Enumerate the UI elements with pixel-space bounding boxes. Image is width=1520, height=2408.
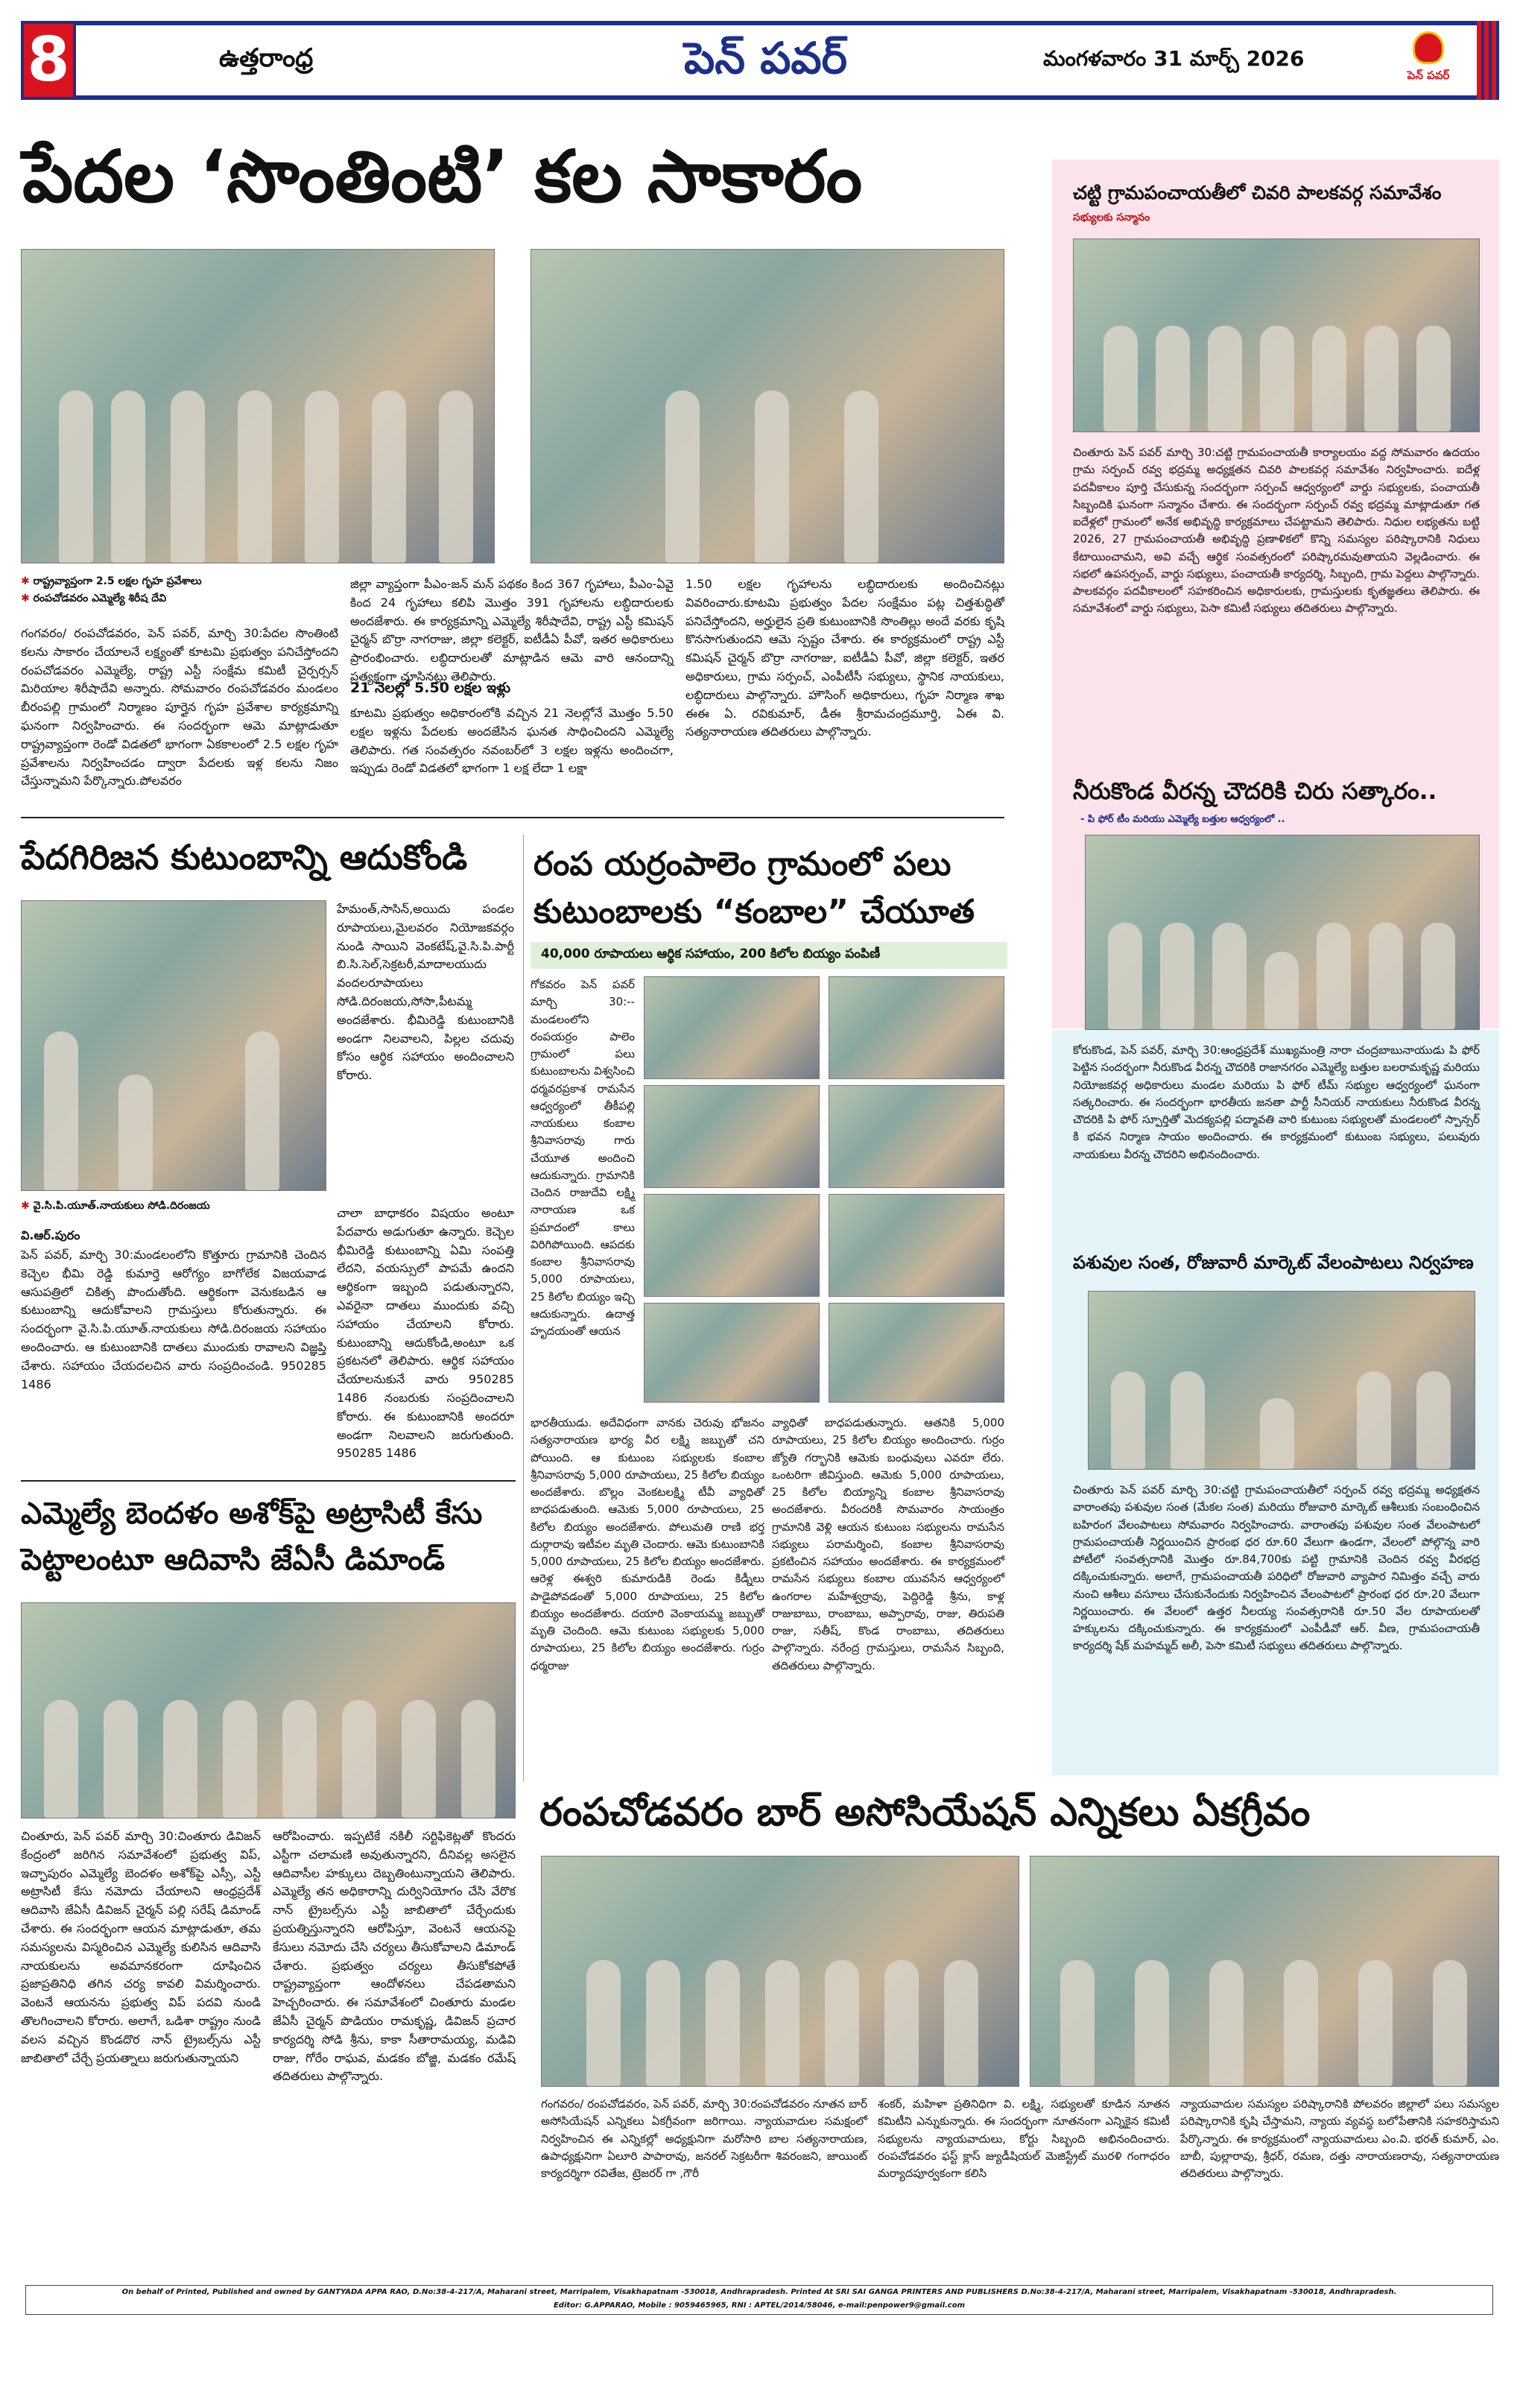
tribal-dateline: వి.ఆర్.పురం [21, 1228, 80, 1242]
lead-photo-1 [21, 249, 495, 563]
blankets-photo-3 [644, 1085, 820, 1188]
lead-col-3: 1.50 లక్షల గృహాలను లబ్ధిదారులకు అందించినట్లు వివరించారు.కూటమి ప్రభుత్వం పేదల సంక్షేమం పట్ల చిత్తశుద్ధితో పనిచేస్తోందని, అర్హులైన ప్రతి కుటుంబానికి సొంతిల్లు అందే వరకు కృషి కొనసాగుతుందని ఆమె స్పష్టం చేశారు. ఈ కార్యక్రమంలో రాష్ట్ర ఎస్టీ కమిషన్ చైర్మన్ బొర్రా నాగరాజు, ఐటీడీఏ పీవో, జిల్లా కలెక్టర్, ఇతర అధికారులు, గ్రామ సర్పంచ్, ఎంపీటీసీ సభ్యులు, స్థానిక నాయకులు, లబ్ధిదారులు పాల్గొన్నారు. హౌసింగ్ అధికారులు, గృహ నిర్మాణ శాఖ ఈఈ ఏ. రవికుమార్, డీఈ శ్రీరామచంద్రమూర్తి, ఏఈ వి. సత్యనారాయణ తదితరులు పాల్గొన్నారు. [685, 577, 1004, 739]
bar-headline: రంపచోడవరం బార్ అసోసియేషన్ ఎన్నికలు ఏకగ్రీవం [539, 1790, 1311, 1835]
blankets-headline-line-1: రంప యర్రంపాలెం గ్రామంలో పలు [533, 845, 951, 883]
masthead [21, 21, 1499, 101]
felicitation-subheading: - పి ఫోర్ టీం మరియు ఎమ్మెల్యే బత్తుల ఆధ్వర్యంలో .. [1080, 814, 1285, 825]
lead-col-2: జిల్లా వ్యాప్తంగా పీఎం-జన్ మన్ పథకం కింద 367 గృహాలు, పీఎం-ఏవై కింద 24 గృహాలు కలిపి మొత్తం 391 గృహాలను లబ్ధిదారులకు అందజేశారు. ఈ కార్యక్రమాన్ని ఎమ్మెల్యే శిరీషాదేవి, రాష్ట్ర ఎస్టీ కమిషన్ చైర్మన్ బొర్రా నాగరాజు, జిల్లా కలెక్టర్, ఐటీడీఏ పీవో, ఇతర అధికారులు ప్రారంభించారు. లబ్ధిదారులతో మాట్లాడిన ఆమె వారి ఆనందాన్ని ప్రత్యక్షంగా చూసినట్లు తెలిపారు. [350, 577, 674, 683]
page-number: 8 [27, 25, 70, 95]
felicitation-body: కోరుకొండ, పెన్ పవర్, మార్చి 30:ఆంధ్రప్రదేశ్ ముఖ్యమంత్రి నారా చంద్రబాబునాయుడు పి ఫోర్ పెట్టిన సందర్భంగా నీరుకొండ వీరన్న చౌదరికి రాజానగరం ఎమ్మెల్యే బత్తుల బలరామకృష్ణ మరియు నియోజకవర్గ అధికారులు మండల మరియు పి ఫోర్ టీమ్ సభ్యుల ఆధ్వర్యంలో ఘనంగా సత్కరించారు. ఈ సందర్భంగా భారతీయ జనతా పార్టీ సీనియర్ నాయకులు నీరుకొండ వీరన్న చౌదరికి పి ఫోర్ స్పూర్తితో మెదక్యపల్లి పద్మావతి వారి కుటుంబ సభ్యులతో మండలంలో స్పాన్సర్ కి భవన నిర్మాణ సాయం అందించారు. ఈ కార్యక్రమంలో కుటుంబ సభ్యులు, పలువురు నాయకులు వీరన్న చౌదరిని అభినందించారు. [1073, 1043, 1480, 1161]
logo-emblem-icon [1413, 31, 1444, 64]
blankets-photo-6 [829, 1194, 1004, 1297]
stripe-right [1477, 21, 1499, 100]
paper-logo [1405, 31, 1451, 92]
blankets-subheading-text: 40,000 రూపాయలు ఆర్థిక సహాయం, 200 కిలోల బియ్యం పంపిణీ [541, 947, 881, 961]
felicitation-headline: నీరుకొండ వీరన్న చౌదరికి చిరు సత్కారం.. [1073, 778, 1437, 805]
blankets-photo-8 [829, 1303, 1004, 1403]
blankets-col-2: వ్యాధితో బాధపడుతున్నారు. ఆతనికి 5,000 రూపాయలు, 25 కిలోల బియ్యం అందించారు. గుర్రం జ్యోతి గర్భానికి ఆమెకు బంధువులు ఎవరూ లేరు. ఒంటరిగా జీవిస్తుంది. ఆమెకు 5,000 రూపాయలు, 25 కిలోల బియ్యాన్ని కంబాల శ్రీనివాసరావు అందజేశారు. వీరందరికీ సొమవారం సాయంత్రం గ్రామానికి వెళ్లి ఆయన కుటుంబ సభ్యులను రామసేన సభ్యులు పరామర్శించి, కంబాల శ్రీనివాసరావు ప్రకటించిన సహాయం అందజేశారు. ఈ కార్యక్రమంలో రామసేన సభ్యులు కంబాల యువసేన ఆధ్వర్యంలో ఉంగరాల మహేశ్వర్రావు, పెద్దిరెడ్డి శ్రీను, కాళ్ల రాజుబాబు, రాంబాబు, అప్పారావు, రాజు, తిరుపతి రాజు, సతీష్, కొండ రాంబాబు, తదితరులు పాల్గొన్నారు. నరేంద్ర గ్రామస్తులు, రామసేన సిబ్బంది, తదితరులు పాల్గొన్నారు. [772, 1416, 1004, 1672]
imprint-line-2: Editor: G.APPARAO, Mobile : 9059465965, RNI : APTEL/2014/58046, e-mail:penpower9@gmail.com [553, 2301, 966, 2310]
tribal-col-1: పెన్ పవర్, మార్చి 30:మండలంలోని కొత్తూరు గ్రామానికి చెందిన కెచ్చెల భీమి రెడ్డి కుమార్తె ఆరోగ్యం బాగోలేక విజయవాడ ఆసుపత్రిలో చికిత్స పొందుతోంది. ఆర్థికంగా వెనుకబడిన ఆ కుటుంబాన్ని ఆదుకోవాలని గ్రామస్తులు కోరుతున్నారు. ఈ సందర్భంగా వై.సి.పి.యూత్.నాయకులు సోడి.దిరంజయ సహాయం అందించారు. ఆ కుటుంబానికి దాతలు ముందుకు రావాలని విజ్ఞప్తి చేశారు. సహాయం చేయదలచిన వారు సంప్రదించండి. 950285 1486 [21, 1248, 326, 1391]
atrocity-headline: ఎమ్మెల్యే బెందళం అశోక్‌పై అట్రాసిటీ కేసు పెట్టాలంటూ ఆదివాసి జేఏసీ డిమాండ్ [21, 1497, 483, 1577]
tribal-caption [21, 1200, 326, 1214]
paper-name: పెన్ పవర్ [684, 33, 848, 83]
divider [21, 1480, 516, 1482]
divider [21, 817, 1004, 818]
lead-subhead: 21 నెలల్లో 5.50 లక్షల ఇళ్లు [350, 680, 511, 696]
atrocity-col-2: ఆరోపించారు. ఇప్పటికే నకిలీ సర్టిఫికెట్లతో కొందరు ఎస్టీగా చలామణి అవుతున్నారని, దీనివల్ల అసలైన ఆదివాసీల హక్కులు దెబ్బతింటున్నాయని తెలిపారు. ఎమ్మెల్యే తన అధికారాన్ని దుర్వినియోగం చేసి వేరొక నాన్ ట్రైబల్స్‌ను ఎస్టీ జాబితాలో చేర్చేందుకు ప్రయత్నిస్తున్నారని ఆరోపిస్తూ, వెంటనే ఆయనపై కేసులు నమోదు చేసి చర్యలు తీసుకోవాలని డిమాండ్ చేశారు. ప్రభుత్వం చర్యలు తీసుకోకపోతే రాష్ట్రవ్యాప్తంగా ఆందోళనలు చేపడతామని హెచ్చరించారు. ఈ సమావేశంలో చింతూరు మండల జేఏసీ చైర్మన్ పొడియం రామకృష్ణ, డివిజన్ ప్రచార కార్యదర్శి సోడి శ్రీను, కాకా సీతారామయ్య, మడివి రాజు, గోరేం రాఘవ, మడకం బోజ్జి, మడకం రమేష్ తదితరులు పాల్గొన్నారు. [273, 1829, 516, 2084]
lead-caption-text-2: రంపచోడవరం ఎమ్మెల్యే శిరీష దేవి [33, 592, 167, 604]
market-headline: పశువుల సంత, రోజువారీ మార్కెట్ వేలంపాటలు నిర్వహణ [1073, 1252, 1474, 1273]
blankets-subheading [531, 942, 1007, 969]
bar-col-3: న్యాయవాదుల సమస్యల పరిష్కారానికి పోలవరం జిల్లాలో పలు సమస్యల పరిష్కారానికి కృషి చేస్తామని, న్యాయ వ్యవస్థ బలోపేతానికి సహకరిస్తామని పేర్కొన్నారు. ఈ కార్యక్రమంలో న్యాయవాదులు ఎం.వి. భరత్ కుమార్, ఎం. బాబీ, పుల్లారావు, శ్రీధర్, రమణ, దత్తు నారాయణరావు, సత్యనారాయణ తదితరులు పాల్గొన్నారు. [1180, 2097, 1499, 2180]
lead-col-2b: కూటమి ప్రభుత్వం అధికారంలోకి వచ్చిన 21 నెలల్లోనే మొత్తం 5.50 లక్షల ఇళ్లను పేదలకు అందజేసిన ఘనత సాధించిందని ఎమ్మెల్యే తెలిపారు. గత సంవత్సరం నవంబర్‌లో 3 లక్షల ఇళ్లను అందించగా, ఇప్పుడు రెండో విడతలో భాగంగా 1 లక్ష లేదా 1 లక్షా [350, 706, 674, 776]
panchayat-photo [1073, 238, 1480, 432]
blankets-photo-5 [644, 1194, 820, 1297]
lead-col-1: గంగవరం/ రంపచోడవరం, పెన్ పవర్, మార్చి 30:పేదల సొంతింటి కలను సాకారం చేయాలనే లక్ష్యంతో కూటమి ప్రభుత్వం పనిచేస్తోందని రంపచోడవరం ఎమ్మెల్యే, రాష్ట్ర ఎస్టీ సంక్షేమ కమిటీ చైర్పర్సన్ మిరియాల శిరీషాదేవి అన్నారు. సోమవారం రంపచోడవరం మండలం బీరంపల్లి గ్రామంలో నిర్మాణం పూర్తైన గృహ ప్రవేశాల కార్యక్రమాన్ని ఘనంగా నిర్వహించారు. ఈ సందర్భంగా ఆమె మాట్లాడుతూ రాష్ట్రవ్యాప్తంగా రెండో విడతలో భాగంగా ఏకకాలంలో 2.5 లక్షల గృహ ప్రవేశాలను నిర్వహించడం ద్వారా పేదలకు ఇళ్ల కలను నిజం చేస్తున్నామని పేర్కొన్నారు.పోలవరం [21, 626, 338, 789]
bullet-icon: ✱ [21, 575, 34, 587]
lead-photo-2 [531, 249, 1004, 563]
page-number-badge [21, 21, 76, 100]
blankets-headline-line-2: కుటుంబాలకు “కంబాల” చేయూత [533, 893, 975, 931]
lead-caption-text-1: రాష్ట్రవ్యాప్తంగా 2.5 లక్షల గృహ ప్రవేశాలు [33, 575, 202, 587]
blankets-photo-2 [829, 976, 1004, 1079]
bar-photo-1 [541, 1856, 1019, 2087]
column-rule [523, 835, 524, 1781]
lead-caption-box [21, 575, 334, 613]
blankets-col-1: భారతీయుడు. అదేవిధంగా వానకు చెరువు భోజనం సత్యనారాయణ భార్య వీర లక్ష్మి జబ్బుతో చని పోయింది. ఆ కుటుంబ సభ్యులకు కంబాల శ్రీనివాసరావు 5,000 రూపాయలు, 25 కిలోల బియ్యం అందజేశారు. బొల్లం వెంకటలక్ష్మి టీవీ వ్యాధితో బాధపడుతుంది. ఆమెకు 5,000 రూపాయలు, 25 కిలోల బియ్యం అందజేశారు. పోలుమతి రాణి భర్త దుర్గారావు ఇటీవల మృతి చెందారు. ఆమె కుటుంబానికి 5,000 రూపాయలు, 25 కిలోల బియ్యం అందజేశారు. ఆరెళ్ల ఈశ్వరి కుమారుడికి రెండు కిడ్నీలు పాడైపోవడంతో 5,000 రూపాయలు, 25 కిలోల బియ్యం అందజేశారు. దయారి వెంకాయమ్మ జబ్బుతో మృతి చెందింది. ఆమె కుటుంబ సభ్యులకు 5,000 రూపాయలు, 25 కిలోల బియ్యం అందజేశారు. గుర్రం ధర్మరాజు [531, 1416, 764, 1672]
blankets-photo-grid [644, 976, 1004, 1403]
imprint-footer [25, 2285, 1493, 2315]
lead-col-2-wrap [350, 575, 674, 806]
lead-caption-line-1 [21, 575, 334, 590]
atrocity-col-1: చింతూరు, పెన్ పవర్ మార్చి 30:చింతూరు డివిజన్ కేంద్రంలో జరిగిన సమావేశంలో ప్రభుత్వ విప్, ఇచ్ఛాపురం ఎమ్మెల్యే బెందళం అశోక్‌పై ఎస్సీ, ఎస్టీ అట్రాసిటీ కేసు నమోదు చేయాలని ఆంధ్రప్రదేశ్ ఆదివాసి జేఏసీ డివిజన్ చైర్మన్ పల్లి సరేష్ డిమాండ్ చేశారు. ఈ సందర్భంగా ఆయన మాట్లాడుతూ, తమ సమస్యలను విస్మరించిన ఎమ్మెల్యే కులిసిన ఆదివాసి నాయకులను అవమానకరంగా దూషించిన ప్రజాప్రతినిధి తగిన చర్య కావలి విమర్శించారు. వెంటనే ఆయనను ప్రభుత్వ విప్ పదవి నుండి తొలగించాలని కోరారు. అలాగే, ఒడిశా రాష్ట్రం నుండి వలస వచ్చిన కొండదొర నాన్ ట్రైబల్స్‌ను ఎస్టీ జాబితాలో చేర్చే ప్రయత్నాలు జరుగుతున్నాయని [21, 1829, 261, 2065]
panchayat-headline: చట్టి గ్రామపంచాయతీలో చివరి పాలకవర్గ సమావేశం [1073, 182, 1442, 203]
logo-text: పెన్ పవర్ [1407, 69, 1450, 82]
lead-caption-line-2 [21, 592, 334, 607]
atrocity-photo [21, 1602, 516, 1818]
section-name: ఉత్తరాంధ్ర [219, 43, 314, 73]
bullet-icon: ✱ [21, 1200, 34, 1212]
bar-photo-2 [1030, 1856, 1499, 2087]
bar-col-2: శంకర్, మహిళా ప్రతినిధిగా వి. లక్ష్మి, సభ్యులతో కూడిన నూతన కమిటీని ఎన్నుకున్నారు. ఈ సందర్భంగా నూతనంగా ఎన్నికైన కమిటీ సభ్యులను న్యాయవాదులు, కోర్టు సిబ్బంది అభినందించారు. రంపచోడవరం ఫస్ట్ క్లాస్ జ్యుడీషియల్ మెజిస్ట్రేట్ మురళి గంగాధరం మర్యాదపూర్వకంగా కలిసి [878, 2097, 1170, 2180]
masthead-top-border [21, 21, 1499, 25]
blankets-photo-4 [829, 1085, 1004, 1188]
market-body: చింతూరు పెన్ పవర్ మార్చి 30:చట్టి గ్రామపంచాయతీలో సర్పంచ్ రవ్వ భద్రమ్మ అధ్యక్షతన వారాంతపు పశువుల సంత (మేకల సంత) మరియు రోజువారి మార్కెట్ ఆశీలుకు సంబంధించిన బహిరంగ వేలంపాటలు సోమవారం నిర్వహించారు. వారాంతపు పశువుల సంత వేలంపాటలో గ్రామపంచాయతీ నిర్ణయించిన ప్రారంభ ధర రూ.60 వేలుగా ఉండగా, వేలంలో పోల్గొన్న వారి పోటీలో సంవత్సరానికి మొత్తం రూ.84,700కు పట్టి గ్రామానికి చెందిన రవ్వ వీరభద్ర దక్కించుకున్నారు. అలాగే, గ్రామపంచాయతీ పరిధిలో రోజువారి వ్యాపార నిమిత్తం వచ్చే వారు నుంచి ఆశీలు వసూలు చేసుకునేందుకు నిర్వహించిన వేలంపాటలో ప్రారంభ ధర రూ.20 వేలుగా నిర్ణయించారు. ఈ వేలంలో ఉత్తర నీలయ్య సంవత్సరానికి రూ.50 వేల రూపాయలతో హక్కులను దక్కించుకున్నారు. ఈ కార్యక్రమంలో ఎంపీడీవో ఆర్. వీణ, గ్రామపంచాయతీ కార్యదర్శి షేక్ మహమ్మద్ అలీ, పెసా కమిటీ సభ్యులు తదితరులు పాల్గొన్నారు. [1073, 1483, 1480, 1653]
tribal-caption-text: వై.సి.పి.యూత్.నాయకులు సోడి.దిరంజయ [33, 1200, 210, 1212]
tribal-side-text: హేమంత్,సాసిన్,అయిదు పండల రూపాయలు,మైలవరం నియోజకవర్గం నుండి సాయిని వెంకటేష్,వై.సి.పి.పార్టీ బి.సి.సెల్,సెక్రటరీ,మాదాలయుదు వందలరూపాయలు సోడి.దిరంజయ,సోసా,పీటమ్మ అందజేశారు. భీమిరెడ్డి కుటుంబానికి అండగా నిలవాలని, పిల్లల చదువు కోసం ఆర్థిక సహాయం అందించాలని కోరారు. [337, 902, 514, 1083]
blankets-narrow-col: గోకవరం పెన్ పవర్ మార్చి 30:--మండలంలోని రంపయర్రం పాలెం గ్రామంలో పలు కుటుంబాలను విశ్వసించి ధర్మవరప్రకాశ రామసేన ఆధ్వర్యంలో తీకీపల్లి నాయకులు కంబాల శ్రీనివాసరావు గారు చేయూత అందించి ఆదుకున్నారు. గ్రామానికి చెందిన రాజుదేవి లక్ష్మి నారాయణ ఒక ప్రమాదంలో కాలు విరిగిపోయింది. ఆపదకు కంబాల శ్రీనివాసరావు 5,000 రూపాయలు, 25 కిలోల బియ్యం ఇచ్చి ఆదుకున్నారు. ఉదాత్త హృదయంతో ఆయన [531, 978, 635, 1338]
tribal-col-2: చాలా బాధాకరం విషయం అంటూ పేదవారు అడుగుతూ ఉన్నారు. కెచ్చెల భీమిరెడ్డి కుటుంబాన్ని ఏమి సంపత్తి లేదని, వయస్సులో పాపమే ఉందని ఆర్థికంగా ఇబ్బంది పడుతున్నారని, ఎవరైనా దాతలు ముందుకు వచ్చి సహాయం చేయాలని కోరారు. కుటుంబాన్ని ఆదుకోండి,అంటూ ఒక ప్రకటనలో తెలిపారు. ఆర్థిక సహాయం చేయాలనుకునే వారు 950285 1486 నంబరుకు సంప్రదించాలని కోరారు. ఈ కుటుంబానికి అందరూ అండగా నిలవాలని జరుగుతుంది. 950285 1486 [337, 1206, 514, 1461]
imprint-line-1: On behalf of Printed, Published and owned by GANTYADA APPA RAO, D.No:38-4-217/A, Maharani street, Marripalem, Visakhapatnam -530018, Andhrapradesh. Printed At SRI SAI GANGA PRINTERS AND PUBLISHERS D.No:38-4-217/A, Maharani street, Marripalem, Visakhapatnam -530018, Andhrapradesh. [121, 2288, 1397, 2296]
felicitation-photo [1085, 835, 1480, 1030]
blankets-photo-1 [644, 976, 820, 1079]
market-photo [1088, 1291, 1475, 1470]
lead-headline: పేదల ‘సొంతింటి’ కల సాకారం [22, 135, 863, 218]
bullet-icon: ✱ [21, 592, 34, 604]
issue-date: మంగళవారం 31 మార్చ్ 2026 [1043, 46, 1305, 71]
masthead-bottom-border [21, 95, 1499, 100]
blankets-photo-7 [644, 1303, 820, 1403]
tribal-headline: పేదగిరిజన కుటుంబాన్ని ఆదుకోండి [21, 837, 468, 877]
panchayat-subheading: సభ్యులకు సన్మానం [1073, 212, 1150, 224]
bar-col-1: గంగవరం/ రంపచోడవరం, పెన్ పవర్, మార్చి 30:రంపచోడవరం నూతన బార్ అసోసియేషన్ ఎన్నికలు ఏకగ్రీవంగా జరిగాయి. న్యాయవాదుల సమక్షంలో నిర్వహించిన ఈ ఎన్నికల్లో అధ్యక్షునిగా మరోసారి బాల సత్యనారాయణ, ఉపాధ్యక్షునిగా ఏలూరి పాపారావు, జనరల్ సెక్రటరీగా శివరంజని, జాయింట్ కార్యదర్శిగా రవితేజ, ట్రెజరర్ గా ,గౌరీ [541, 2097, 867, 2180]
panchayat-body: చింతూరు పెన్ పవర్ మార్చి 30:చట్టి గ్రామపంచాయతీ కార్యాలయం వద్ద సోమవారం ఉదయం గ్రామ సర్పంచ్ రవ్వ భద్రమ్మ అధ్యక్షతన చివరి పాలకవర్గ సమావేశం నిర్వహించారు. ఐదేళ్ల పదవీకాలం పూర్తి చేసుకున్న సందర్భంగా సర్పంచ్ ఆధ్వర్యంలో వార్డు సభ్యులకు, పంచాయతీ సిబ్బందికి ఘనంగా సన్మానం చేశారు. ఈ సందర్భంగా సర్పంచ్ రవ్వ భద్రమ్మ మాట్లాడుతూ గత ఐదేళ్లలో గ్రామంలో అనేక అభివృద్ధి కార్యక్రమాలు చేపట్టామని తెలిపారు. నిధుల లభ్యతను బట్టి 2026, 27 గ్రామపంచాయతీ అభివృద్ధి ప్రణాళికలో కొన్ని సమస్యల పరిష్కారానికి నిధులు కేటాయించామని, అవి వచ్చే ఆర్థిక సంవత్సరంలో పరిష్కారమవుతాయని వెల్లడించారు. ఈ సభలో ఉపసర్పంచ్, వార్డు సభ్యులు, పంచాయతీ కార్యదర్శి, సిబ్బంది, గ్రామ పెద్దలు పాల్గొన్నారు. పాలకవర్గం పదవీకాలంలో సహకరించిన అధికారులకు, గ్రామస్తులకు కృతజ్ఞతలు తెలిపారు. ఈ సమావేశంలో వార్డు సభ్యులు, పెసా కమిటీ సభ్యులు తదితరులు పాల్గొన్నారు. [1073, 446, 1480, 616]
tribal-photo [21, 900, 326, 1191]
